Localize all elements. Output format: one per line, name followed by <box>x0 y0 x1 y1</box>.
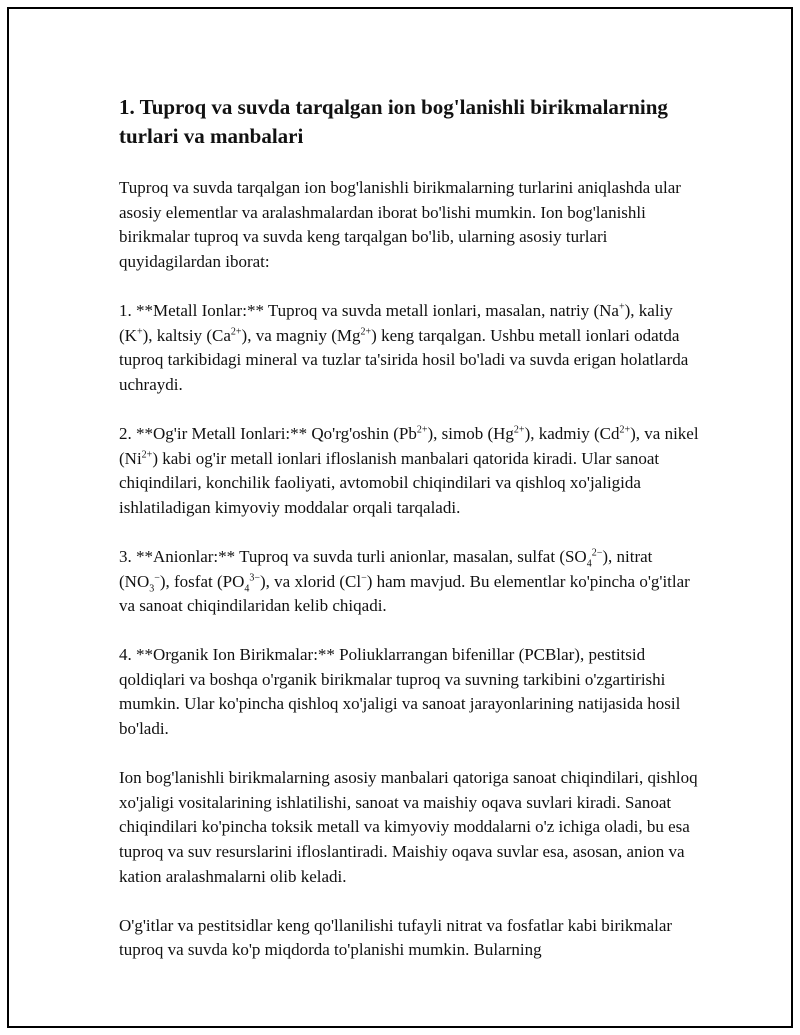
heavy-metal-ions-paragraph: 2. **Og'ir Metall Ionlari:** Qo'rg'oshin $(Pb^{2+})$, simob $(Hg^{2+})$, kadmiy $(Cd^{2+})$, va nikel $(Ni^{2+})$ kabi og'ir metall ionlari ifloslanish manbalari qatorida kiradi. Ular sanoat chiqindilari, konchilik faoliyati, avtomobil chiqindilari va qishloq xo'jaligida ishlatiladigan kimyoviy moddalar orqali tarqaladi. <box>119 423 699 517</box>
page-frame <box>7 7 793 1028</box>
fertilizers-paragraph: O'g'itlar va pestitsidlar keng qo'llanilishi tufayli nitrat va fosfatlar kabi birikmalar tuproq va suvda ko'p miqdorda to'planishi mumkin. Bularning <box>119 915 673 960</box>
organic-ions-paragraph: 4. **Organik Ion Birikmalar:** Poliuklarrangan bifenillar (PCBlar), pestitsid qoldiqlari va boshqa o'rganik birikmalar tuproq va suvning tarkibini o'zgartirishi mumkin. Ular ko'pincha qishloq xo'jaligi va sanoat jarayonlarining natijasida hosil bo'ladi. <box>119 645 681 739</box>
section-heading: 1. Tuproq va suvda tarqalgan ion bog'lanishli birikmalarning turlari va manbalari <box>119 95 668 148</box>
document-body <box>119 93 699 988</box>
metal-ions-paragraph: 1. **Metall Ionlar:** Tuproq va suvda metall ionlari, masalan, natriy (Na+), kaliy (K+), kaltsiy $(Ca^{2+})$, va magniy $(Mg^{2+})$ keng tarqalgan. Ushbu metall ionlari odatda tuproq tarkibidagi mineral va tuzlar ta'sirida hosil bo'ladi va suvda erigan holatlarda uchraydi. <box>119 300 689 394</box>
sources-paragraph: Ion bog'lanishli birikmalarning asosiy manbalari qatoriga sanoat chiqindilari, qishloq xo'jaligi vositalarining ishlatilishi, sanoat va maishiy oqava suvlari kiradi. Sanoat chiqindilari ko'pincha toksik metall va kimyoviy moddalarni o'z ichiga oladi, bu esa tuproq va suv resurslarini ifloslantiradi. Maishiy oqava suvlar esa, asosan, anion va kation aralashmalarni olib keladi. <box>119 768 698 886</box>
anions-paragraph: 3. **Anionlar:** Tuproq va suvda turli anionlar, masalan, sulfat $(SO_4^{2-})$, nitrat $(NO_3^-)$, fosfat $(PO_4^{3-})$, va xlorid (Cl−) ham mavjud. Bu elementlar ko'pincha o'g'itlar va sanoat chiqindilaridan kelib chiqadi. <box>119 546 690 616</box>
intro-paragraph: Tuproq va suvda tarqalgan ion bog'lanishli birikmalarning turlarini aniqlashda ular asosiy elementlar va aralashmalardan iborat bo'lishi mumkin. Ion bog'lanishli birikmalar tuproq va suvda keng tarqalgan bo'lib, ularning asosiy turlari quyidagilardan iborat: <box>119 178 681 271</box>
